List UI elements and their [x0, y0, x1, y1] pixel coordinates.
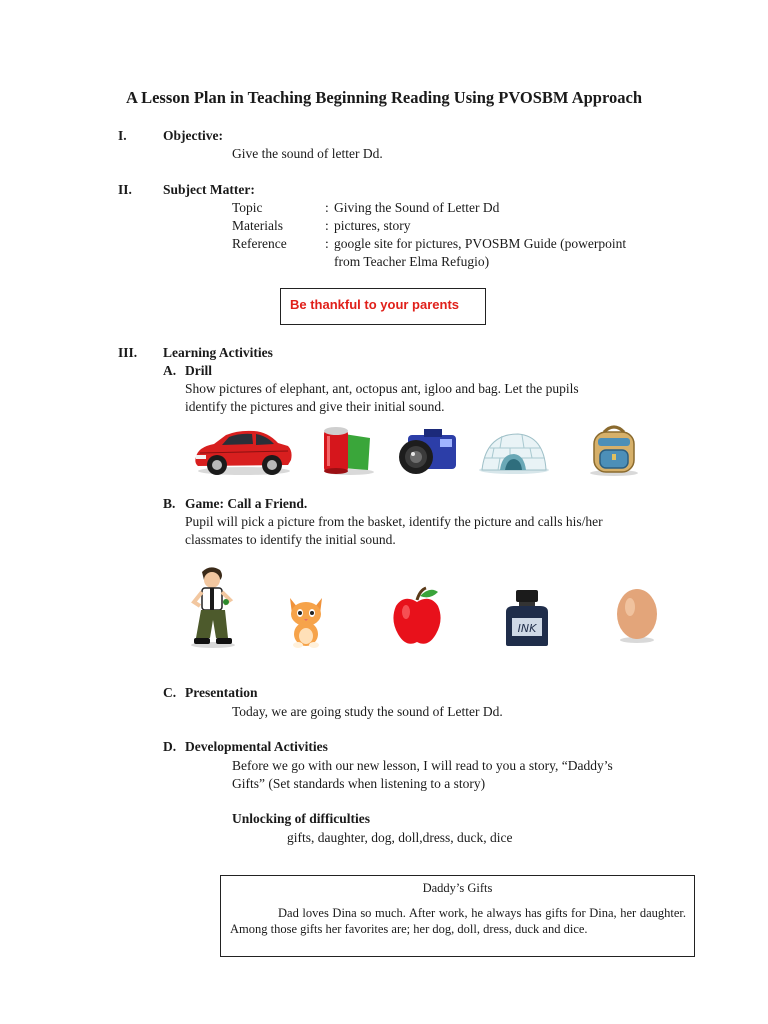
- story-title: Daddy’s Gifts: [422, 881, 493, 895]
- subject-value-reference-line2: from Teacher Elma Refugio): [334, 254, 490, 269]
- unlocking-heading: Unlocking of difficulties: [232, 811, 371, 826]
- activity-heading-developmental: Developmental Activities: [185, 739, 328, 754]
- subject-sep-reference: :: [325, 236, 329, 251]
- section-heading-objective: Objective:: [163, 128, 223, 143]
- camera-picture: [394, 427, 460, 475]
- game-text-line1: Pupil will pick a picture from the basket, identify the picture and calls his/her: [185, 514, 603, 529]
- activity-letter-game: B.: [163, 496, 176, 511]
- igloo-picture: [478, 430, 550, 474]
- egg-picture: [614, 585, 660, 643]
- value-integration-box: [280, 288, 486, 325]
- subject-sep-materials: :: [325, 218, 329, 233]
- game-text-line2: classmates to identify the initial sound.: [185, 532, 396, 547]
- activity-letter-drill: A.: [163, 363, 177, 378]
- activity-heading-game: Game: Call a Friend.: [185, 496, 308, 511]
- activity-letter-developmental: D.: [163, 739, 177, 754]
- subject-value-materials: pictures, story: [334, 218, 411, 233]
- svg-text:INK: INK: [517, 622, 537, 635]
- presentation-text: Today, we are going study the sound of Letter Dd.: [232, 704, 503, 719]
- developmental-text-line2: Gifts” (Set standards when listening to a story): [232, 776, 486, 791]
- story-body: Dad loves Dina so much. After work, he always has gifts for Dina, her daughter. Among those gifts her favorites are; her dog, doll, dress, duck and dice.: [230, 906, 686, 936]
- activity-heading-drill: Drill: [185, 363, 212, 378]
- activity-heading-presentation: Presentation: [185, 685, 258, 700]
- drill-text-line1: Show pictures of elephant, ant, octopus ant, igloo and bag. Let the pupils: [185, 381, 579, 396]
- subject-label-reference: Reference: [232, 236, 287, 251]
- apple-picture: [390, 586, 444, 648]
- activity-letter-presentation: C.: [163, 685, 177, 700]
- subject-sep-topic: :: [325, 200, 329, 215]
- section-heading-subject-matter: Subject Matter:: [163, 182, 255, 197]
- subject-value-reference: google site for pictures, PVOSBM Guide (powerpoint: [334, 236, 627, 251]
- drill-text-line2: identify the pictures and give their initial sound.: [185, 399, 445, 414]
- document-title: A Lesson Plan in Teaching Beginning Reading Using PVOSBM Approach: [125, 88, 643, 107]
- section-numeral-learning-activities: III.: [118, 345, 138, 360]
- section-heading-learning-activities: Learning Activities: [163, 345, 273, 360]
- backpack-picture: [586, 424, 642, 476]
- car-picture: [192, 425, 294, 477]
- developmental-text-line1: Before we go with our new lesson, I will read to you a story, “Daddy’s: [232, 758, 613, 773]
- value-integration-text: Be thankful to your parents: [290, 297, 460, 312]
- subject-value-topic: Giving the Sound of Letter Dd: [334, 200, 500, 215]
- story-box: [220, 875, 695, 957]
- boy-picture: [186, 566, 240, 648]
- unlocking-words: gifts, daughter, dog, doll,dress, duck, dice: [287, 830, 513, 845]
- subject-label-materials: Materials: [232, 218, 283, 233]
- soda-can-picture: [318, 424, 376, 476]
- objective-text: Give the sound of letter Dd.: [232, 146, 383, 161]
- kitten-picture: [284, 594, 328, 648]
- section-numeral-subject-matter: II.: [118, 182, 132, 197]
- section-numeral-objective: I.: [118, 128, 127, 143]
- ink-bottle-picture: [502, 588, 552, 648]
- subject-label-topic: Topic: [232, 200, 263, 215]
